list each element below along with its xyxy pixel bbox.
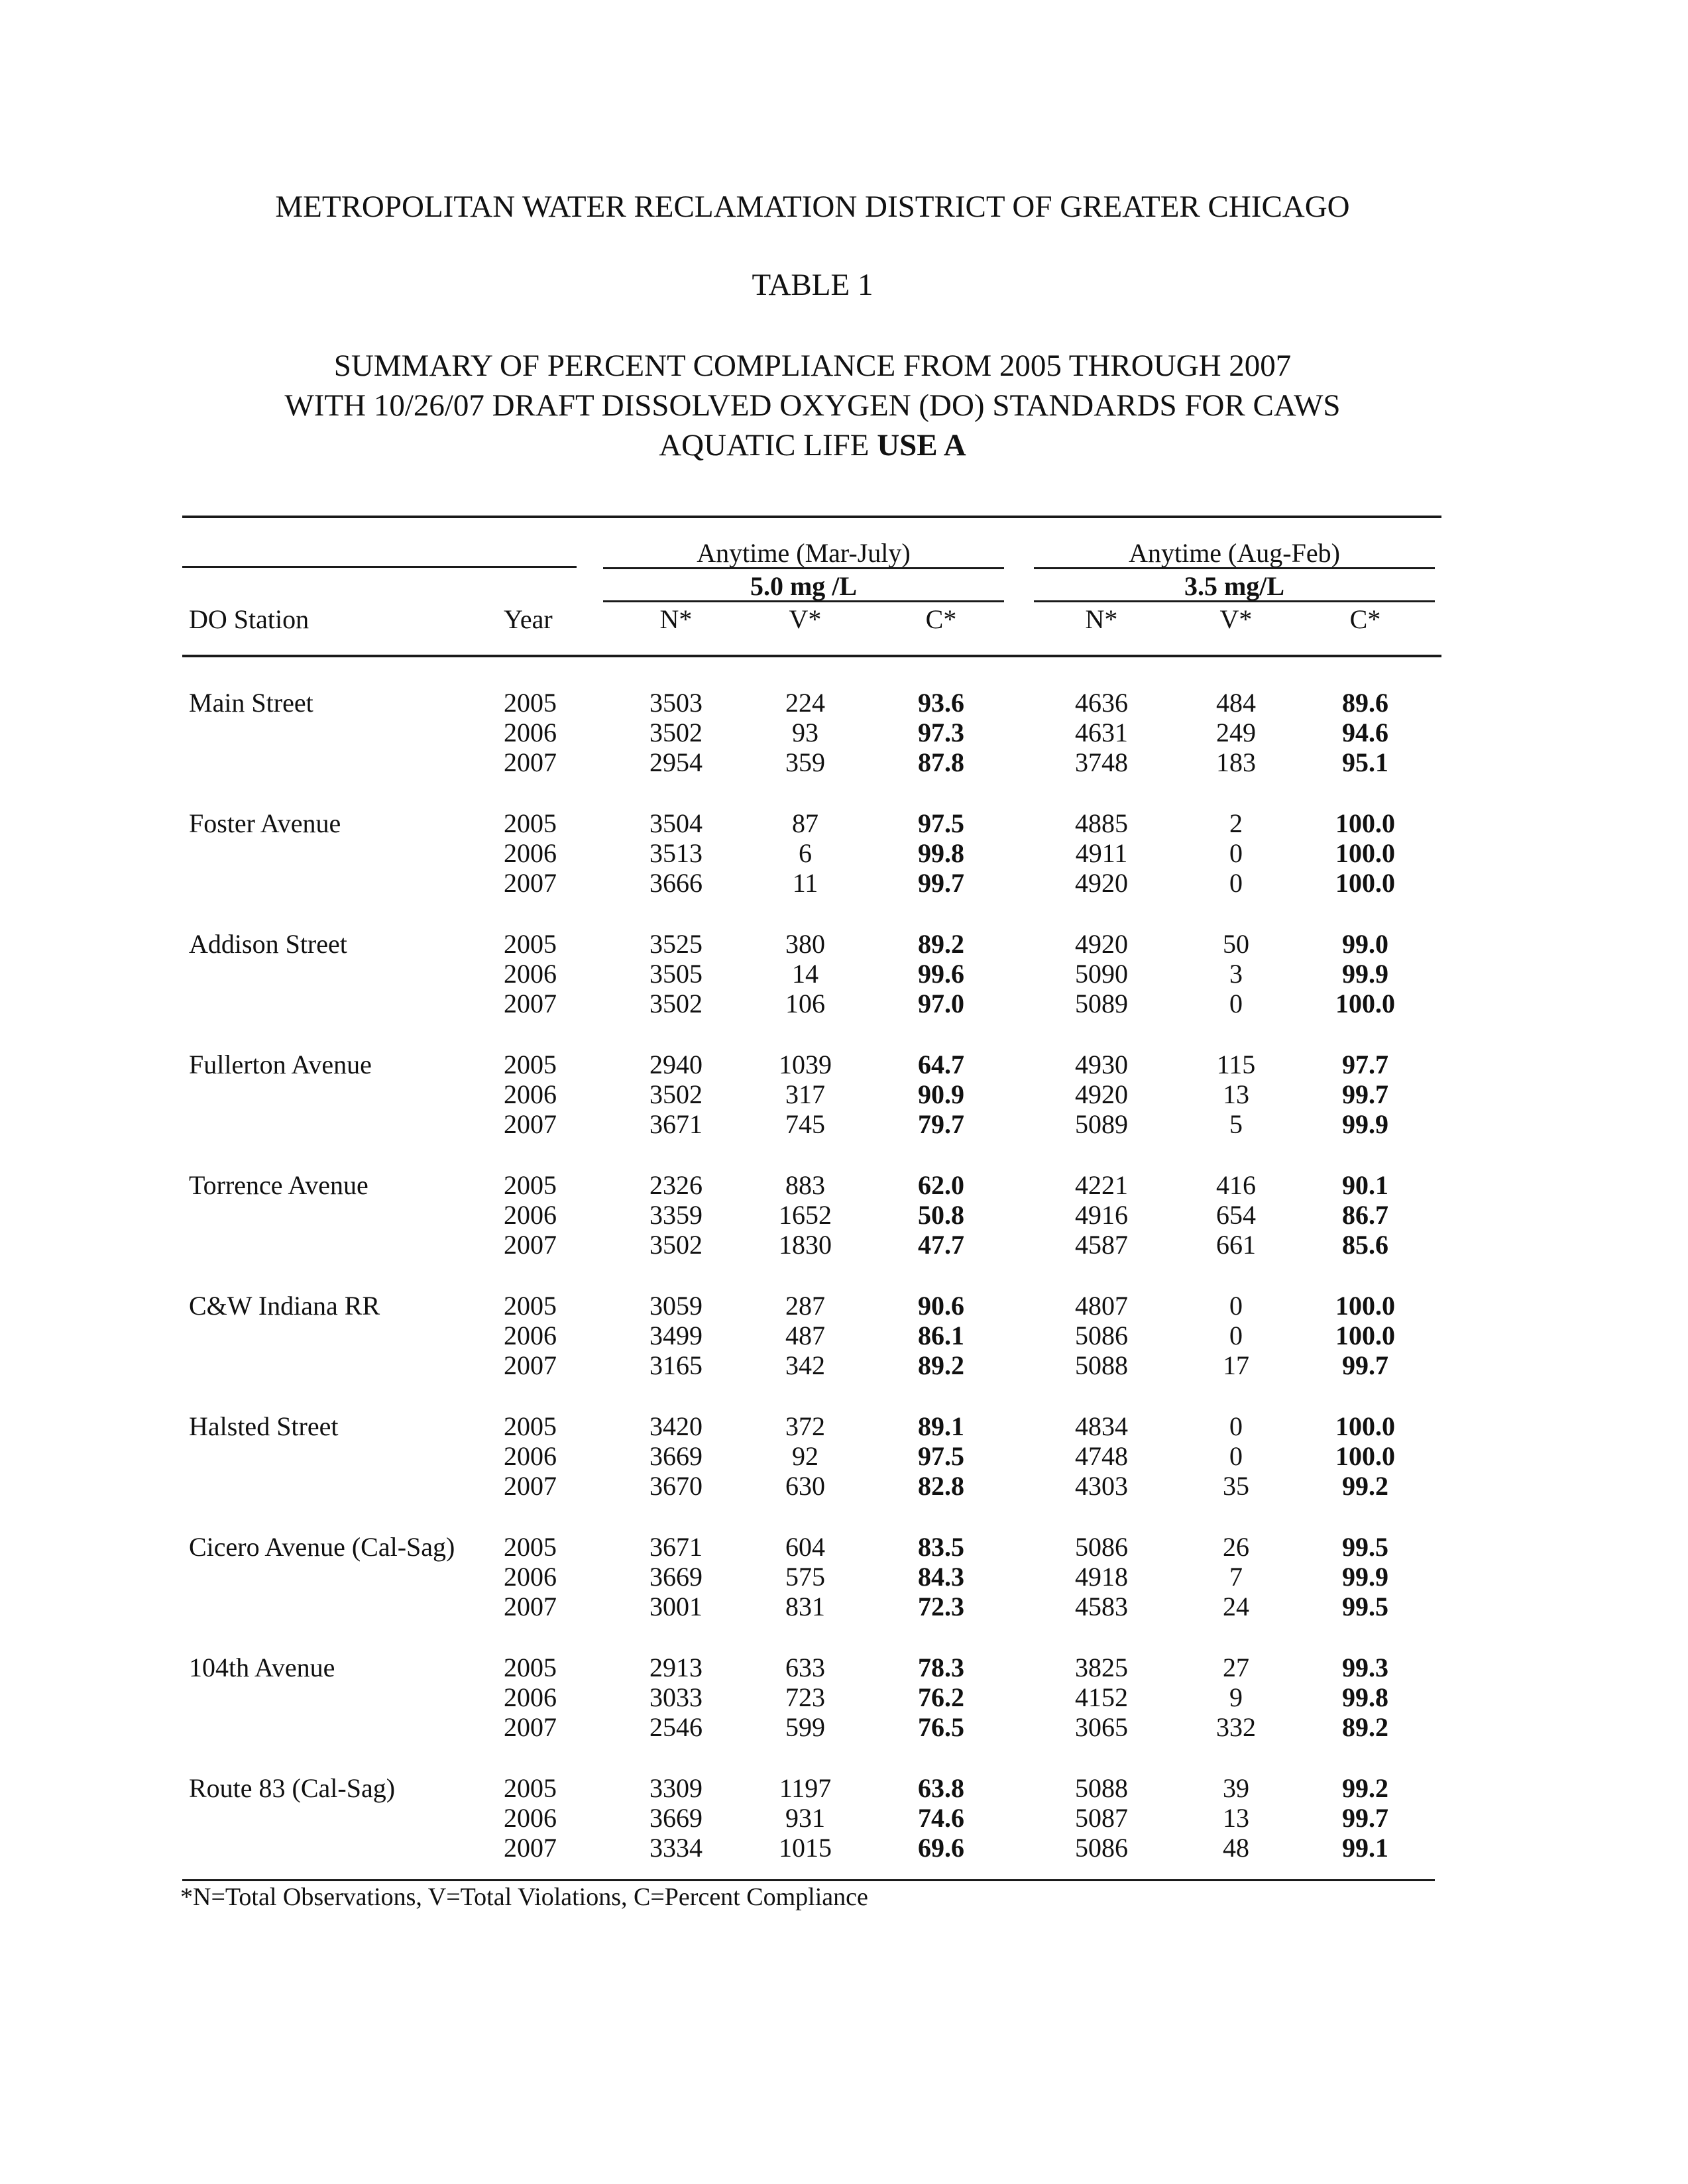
col-header-v2: V*	[1219, 604, 1253, 634]
cell-c-aug-feb: 90.1	[1342, 1170, 1388, 1200]
station-name: Halsted Street	[189, 1411, 339, 1441]
cell-year: 2006	[504, 1562, 557, 1592]
cell-c-aug-feb: 99.9	[1342, 1562, 1388, 1592]
cell-c-mar-july: 90.9	[918, 1079, 964, 1109]
cell-n-mar-july: 3502	[649, 1079, 703, 1109]
cell-c-aug-feb: 100.0	[1335, 808, 1395, 838]
cell-v-mar-july: 317	[785, 1079, 825, 1109]
cell-v-mar-july: 14	[792, 959, 818, 989]
cell-c-mar-july: 84.3	[918, 1562, 964, 1592]
cell-year: 2006	[504, 959, 557, 989]
cell-c-mar-july: 83.5	[918, 1532, 964, 1562]
cell-v-mar-july: 92	[792, 1441, 818, 1471]
cell-c-aug-feb: 95.1	[1342, 747, 1388, 777]
cell-n-mar-july: 3309	[649, 1773, 703, 1803]
title-line-3-plain: AQUATIC LIFE	[659, 428, 877, 463]
cell-c-aug-feb: 99.3	[1342, 1653, 1388, 1682]
cell-c-mar-july: 78.3	[918, 1653, 964, 1682]
cell-year: 2005	[504, 929, 557, 959]
cell-v-mar-july: 604	[785, 1532, 825, 1562]
station-name: Addison Street	[189, 929, 347, 959]
cell-c-aug-feb: 99.1	[1342, 1833, 1388, 1863]
cell-n-mar-july: 3670	[649, 1471, 703, 1501]
cell-c-mar-july: 89.2	[918, 1350, 964, 1380]
cell-c-mar-july: 97.0	[918, 989, 964, 1018]
cell-year: 2005	[504, 1291, 557, 1321]
station-name: Fullerton Avenue	[189, 1050, 372, 1079]
cell-c-mar-july: 79.7	[918, 1109, 964, 1139]
group1-label: Anytime (Mar-July)	[697, 538, 911, 568]
cell-v-aug-feb: 35	[1223, 1471, 1249, 1501]
col-header-v1: V*	[789, 604, 822, 634]
cell-c-aug-feb: 99.7	[1342, 1350, 1388, 1380]
cell-n-mar-july: 3525	[649, 929, 703, 959]
cell-n-mar-july: 3499	[649, 1321, 703, 1350]
cell-c-mar-july: 76.5	[918, 1712, 964, 1742]
cell-v-aug-feb: 0	[1229, 838, 1243, 868]
cell-c-mar-july: 93.6	[918, 688, 964, 718]
cell-v-aug-feb: 115	[1216, 1050, 1256, 1079]
cell-v-aug-feb: 484	[1216, 688, 1256, 718]
table-top-rule	[182, 516, 1441, 518]
cell-c-aug-feb: 99.2	[1342, 1471, 1388, 1501]
cell-year: 2007	[504, 747, 557, 777]
cell-v-mar-july: 6	[799, 838, 812, 868]
cell-c-aug-feb: 99.8	[1342, 1682, 1388, 1712]
cell-c-aug-feb: 99.5	[1342, 1592, 1388, 1621]
cell-n-aug-feb: 4303	[1075, 1471, 1128, 1501]
cell-n-mar-july: 3001	[649, 1592, 703, 1621]
cell-n-mar-july: 3334	[649, 1833, 703, 1863]
cell-c-mar-july: 50.8	[918, 1200, 964, 1230]
cell-v-mar-july: 1039	[779, 1050, 832, 1079]
cell-n-mar-july: 3513	[649, 838, 703, 868]
cell-v-mar-july: 1197	[779, 1773, 832, 1803]
cell-n-aug-feb: 5086	[1075, 1321, 1128, 1350]
cell-c-mar-july: 76.2	[918, 1682, 964, 1712]
cell-year: 2007	[504, 1833, 557, 1863]
cell-year: 2005	[504, 1411, 557, 1441]
table-title-line-3	[0, 425, 1625, 465]
cell-n-mar-july: 3502	[649, 1230, 703, 1260]
cell-v-mar-july: 106	[785, 989, 825, 1018]
col-header-n1: N*	[659, 604, 693, 634]
col-header-n2: N*	[1085, 604, 1118, 634]
cell-c-mar-july: 90.6	[918, 1291, 964, 1321]
cell-c-aug-feb: 86.7	[1342, 1200, 1388, 1230]
station-name: C&W Indiana RR	[189, 1291, 380, 1321]
cell-n-mar-july: 3669	[649, 1441, 703, 1471]
cell-c-aug-feb: 100.0	[1335, 1411, 1395, 1441]
cell-year: 2007	[504, 1230, 557, 1260]
cell-v-aug-feb: 48	[1223, 1833, 1249, 1863]
cell-v-mar-july: 633	[785, 1653, 825, 1682]
cell-c-mar-july: 97.5	[918, 1441, 964, 1471]
cell-n-aug-feb: 4920	[1075, 929, 1128, 959]
footnote: *N=Total Observations, V=Total Violations, C=Percent Compliance	[180, 1883, 868, 1911]
cell-c-aug-feb: 99.5	[1342, 1532, 1388, 1562]
cell-n-aug-feb: 5090	[1075, 959, 1128, 989]
cell-year: 2005	[504, 1050, 557, 1079]
group2-standard: 3.5 mg/L	[1184, 571, 1285, 601]
cell-year: 2007	[504, 1109, 557, 1139]
cell-n-mar-july: 3420	[649, 1411, 703, 1441]
cell-n-aug-feb: 4631	[1075, 718, 1128, 747]
col-header-c1: C*	[925, 604, 957, 634]
col-header-station: DO Station	[189, 604, 309, 634]
cell-year: 2006	[504, 1803, 557, 1833]
cell-n-mar-july: 3359	[649, 1200, 703, 1230]
cell-n-aug-feb: 5089	[1075, 1109, 1128, 1139]
cell-v-mar-july: 372	[785, 1411, 825, 1441]
cell-c-aug-feb: 99.9	[1342, 959, 1388, 989]
cell-v-mar-july: 1830	[779, 1230, 832, 1260]
cell-c-mar-july: 97.5	[918, 808, 964, 838]
cell-n-aug-feb: 4834	[1075, 1411, 1128, 1441]
cell-c-aug-feb: 99.0	[1342, 929, 1388, 959]
cell-v-aug-feb: 27	[1223, 1653, 1249, 1682]
cell-v-aug-feb: 2	[1229, 808, 1243, 838]
cell-year: 2007	[504, 1350, 557, 1380]
cell-v-aug-feb: 13	[1223, 1803, 1249, 1833]
table-title-line-1: SUMMARY OF PERCENT COMPLIANCE FROM 2005 THROUGH 2007	[333, 349, 1292, 383]
cell-year: 2005	[504, 1653, 557, 1682]
cell-v-aug-feb: 0	[1229, 1291, 1243, 1321]
cell-n-aug-feb: 4916	[1075, 1200, 1128, 1230]
cell-v-aug-feb: 0	[1229, 868, 1243, 898]
cell-c-mar-july: 86.1	[918, 1321, 964, 1350]
cell-year: 2007	[504, 1712, 557, 1742]
cell-n-aug-feb: 5089	[1075, 989, 1128, 1018]
cell-v-aug-feb: 7	[1229, 1562, 1243, 1592]
cell-year: 2006	[504, 1200, 557, 1230]
cell-c-aug-feb: 85.6	[1342, 1230, 1388, 1260]
cell-n-mar-july: 3666	[649, 868, 703, 898]
cell-year: 2005	[504, 1532, 557, 1562]
left-header-rule	[182, 566, 577, 568]
organization-title: METROPOLITAN WATER RECLAMATION DISTRICT OF GREATER CHICAGO	[275, 190, 1350, 224]
cell-v-aug-feb: 3	[1229, 959, 1243, 989]
cell-c-mar-july: 69.6	[918, 1833, 964, 1863]
cell-year: 2005	[504, 1170, 557, 1200]
cell-v-aug-feb: 332	[1216, 1712, 1256, 1742]
cell-v-mar-july: 723	[785, 1682, 825, 1712]
station-name: Main Street	[189, 688, 313, 718]
cell-n-mar-july: 2954	[649, 747, 703, 777]
station-name: Cicero Avenue (Cal-Sag)	[189, 1532, 455, 1562]
cell-year: 2007	[504, 1592, 557, 1621]
cell-v-mar-july: 1015	[779, 1833, 832, 1863]
cell-v-aug-feb: 50	[1223, 929, 1249, 959]
cell-v-aug-feb: 9	[1229, 1682, 1243, 1712]
cell-c-mar-july: 99.7	[918, 868, 964, 898]
station-name: Torrence Avenue	[189, 1170, 368, 1200]
cell-c-mar-july: 63.8	[918, 1773, 964, 1803]
station-name: Foster Avenue	[189, 808, 341, 838]
cell-v-aug-feb: 39	[1223, 1773, 1249, 1803]
cell-c-mar-july: 89.1	[918, 1411, 964, 1441]
cell-n-aug-feb: 4807	[1075, 1291, 1128, 1321]
cell-v-aug-feb: 654	[1216, 1200, 1256, 1230]
cell-v-mar-july: 745	[785, 1109, 825, 1139]
station-name: 104th Avenue	[189, 1653, 335, 1682]
cell-n-aug-feb: 5087	[1075, 1803, 1128, 1833]
cell-v-mar-july: 831	[785, 1592, 825, 1621]
cell-c-aug-feb: 94.6	[1342, 718, 1388, 747]
cell-year: 2006	[504, 1079, 557, 1109]
cell-v-mar-july: 575	[785, 1562, 825, 1592]
cell-c-aug-feb: 100.0	[1335, 868, 1395, 898]
cell-year: 2006	[504, 1682, 557, 1712]
column-header-rule	[182, 655, 1441, 657]
cell-v-aug-feb: 0	[1229, 989, 1243, 1018]
cell-n-aug-feb: 4636	[1075, 688, 1128, 718]
table-bottom-rule	[182, 1879, 1435, 1881]
cell-c-aug-feb: 100.0	[1335, 1441, 1395, 1471]
cell-n-mar-july: 2546	[649, 1712, 703, 1742]
cell-year: 2006	[504, 718, 557, 747]
cell-c-aug-feb: 99.2	[1342, 1773, 1388, 1803]
cell-n-aug-feb: 4920	[1075, 1079, 1128, 1109]
cell-c-mar-july: 74.6	[918, 1803, 964, 1833]
group2-label: Anytime (Aug-Feb)	[1129, 538, 1340, 568]
cell-year: 2007	[504, 989, 557, 1018]
cell-n-mar-july: 3503	[649, 688, 703, 718]
cell-v-mar-july: 359	[785, 747, 825, 777]
cell-c-mar-july: 64.7	[918, 1050, 964, 1079]
cell-c-aug-feb: 100.0	[1335, 1291, 1395, 1321]
cell-v-aug-feb: 0	[1229, 1441, 1243, 1471]
cell-year: 2007	[504, 1471, 557, 1501]
cell-v-aug-feb: 183	[1216, 747, 1256, 777]
cell-v-aug-feb: 24	[1223, 1592, 1249, 1621]
cell-n-aug-feb: 5086	[1075, 1532, 1128, 1562]
cell-c-mar-july: 47.7	[918, 1230, 964, 1260]
cell-v-aug-feb: 17	[1223, 1350, 1249, 1380]
cell-c-mar-july: 99.8	[918, 838, 964, 868]
cell-v-mar-july: 224	[785, 688, 825, 718]
cell-n-mar-july: 2940	[649, 1050, 703, 1079]
cell-n-mar-july: 3505	[649, 959, 703, 989]
cell-v-aug-feb: 13	[1223, 1079, 1249, 1109]
cell-n-mar-july: 2326	[649, 1170, 703, 1200]
cell-n-aug-feb: 4583	[1075, 1592, 1128, 1621]
cell-n-mar-july: 3504	[649, 808, 703, 838]
cell-v-mar-july: 599	[785, 1712, 825, 1742]
cell-n-aug-feb: 4221	[1075, 1170, 1128, 1200]
cell-v-aug-feb: 0	[1229, 1321, 1243, 1350]
cell-year: 2005	[504, 1773, 557, 1803]
cell-year: 2006	[504, 1321, 557, 1350]
cell-n-aug-feb: 4918	[1075, 1562, 1128, 1592]
cell-c-aug-feb: 89.2	[1342, 1712, 1388, 1742]
cell-n-aug-feb: 4920	[1075, 868, 1128, 898]
cell-c-mar-july: 97.3	[918, 718, 964, 747]
cell-c-mar-july: 72.3	[918, 1592, 964, 1621]
cell-c-mar-july: 87.8	[918, 747, 964, 777]
cell-year: 2007	[504, 868, 557, 898]
cell-v-aug-feb: 416	[1216, 1170, 1256, 1200]
cell-n-aug-feb: 5088	[1075, 1350, 1128, 1380]
cell-n-aug-feb: 3748	[1075, 747, 1128, 777]
cell-n-mar-july: 3669	[649, 1562, 703, 1592]
cell-c-aug-feb: 99.7	[1342, 1079, 1388, 1109]
cell-c-aug-feb: 89.6	[1342, 688, 1388, 718]
cell-v-mar-july: 380	[785, 929, 825, 959]
cell-v-aug-feb: 661	[1216, 1230, 1256, 1260]
cell-n-mar-july: 3502	[649, 989, 703, 1018]
cell-c-aug-feb: 99.9	[1342, 1109, 1388, 1139]
cell-n-aug-feb: 4748	[1075, 1441, 1128, 1471]
cell-n-aug-feb: 5088	[1075, 1773, 1128, 1803]
cell-v-mar-july: 93	[792, 718, 818, 747]
cell-n-aug-feb: 4152	[1075, 1682, 1128, 1712]
cell-year: 2005	[504, 808, 557, 838]
cell-c-mar-july: 89.2	[918, 929, 964, 959]
cell-n-aug-feb: 3065	[1075, 1712, 1128, 1742]
cell-n-aug-feb: 4587	[1075, 1230, 1128, 1260]
cell-c-mar-july: 99.6	[918, 959, 964, 989]
cell-v-mar-july: 287	[785, 1291, 825, 1321]
cell-v-mar-july: 1652	[779, 1200, 832, 1230]
cell-c-aug-feb: 97.7	[1342, 1050, 1388, 1079]
station-name: Route 83 (Cal-Sag)	[189, 1773, 396, 1803]
cell-n-mar-july: 2913	[649, 1653, 703, 1682]
cell-year: 2006	[504, 1441, 557, 1471]
group1-standard: 5.0 mg /L	[750, 571, 858, 601]
cell-c-aug-feb: 99.7	[1342, 1803, 1388, 1833]
cell-n-aug-feb: 4885	[1075, 808, 1128, 838]
table-label: TABLE 1	[752, 268, 873, 302]
cell-v-mar-july: 931	[785, 1803, 825, 1833]
cell-v-mar-july: 883	[785, 1170, 825, 1200]
cell-v-mar-july: 11	[792, 868, 818, 898]
cell-c-aug-feb: 100.0	[1335, 838, 1395, 868]
cell-n-aug-feb: 5086	[1075, 1833, 1128, 1863]
cell-c-mar-july: 82.8	[918, 1471, 964, 1501]
cell-n-mar-july: 3033	[649, 1682, 703, 1712]
cell-v-aug-feb: 249	[1216, 718, 1256, 747]
cell-n-aug-feb: 3825	[1075, 1653, 1128, 1682]
cell-c-mar-july: 62.0	[918, 1170, 964, 1200]
cell-v-mar-july: 630	[785, 1471, 825, 1501]
cell-n-mar-july: 3502	[649, 718, 703, 747]
cell-year: 2005	[504, 688, 557, 718]
cell-v-aug-feb: 0	[1229, 1411, 1243, 1441]
cell-n-mar-july: 3671	[649, 1109, 703, 1139]
cell-v-mar-july: 87	[792, 808, 818, 838]
cell-n-aug-feb: 4930	[1075, 1050, 1128, 1079]
cell-n-aug-feb: 4911	[1075, 838, 1128, 868]
cell-n-mar-july: 3669	[649, 1803, 703, 1833]
cell-year: 2006	[504, 838, 557, 868]
cell-c-aug-feb: 100.0	[1335, 1321, 1395, 1350]
cell-v-aug-feb: 5	[1229, 1109, 1243, 1139]
table-title-line-2: WITH 10/26/07 DRAFT DISSOLVED OXYGEN (DO) STANDARDS FOR CAWS	[284, 388, 1341, 423]
cell-n-mar-july: 3059	[649, 1291, 703, 1321]
col-header-c2: C*	[1349, 604, 1381, 634]
cell-v-mar-july: 342	[785, 1350, 825, 1380]
col-header-year: Year	[504, 604, 553, 634]
cell-c-aug-feb: 100.0	[1335, 989, 1395, 1018]
cell-v-mar-july: 487	[785, 1321, 825, 1350]
cell-n-mar-july: 3671	[649, 1532, 703, 1562]
cell-n-mar-july: 3165	[649, 1350, 703, 1380]
cell-v-aug-feb: 26	[1223, 1532, 1249, 1562]
title-line-3-bold: USE A	[877, 428, 966, 463]
